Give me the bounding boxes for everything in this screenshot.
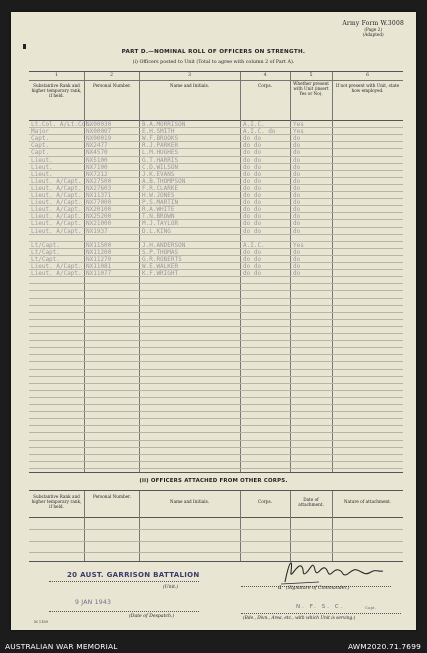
table-cell: F.R.CLARKE <box>142 184 179 192</box>
column-number: 4 <box>263 73 267 78</box>
table-cell: Capt. <box>31 135 50 143</box>
column-divider <box>84 491 85 561</box>
header-corps: Corps. <box>258 83 272 88</box>
table-cell: Lt/Capt. <box>31 248 60 256</box>
table-cell: do <box>293 227 301 235</box>
table-cell: do do <box>243 227 262 235</box>
table-cell: NX21000 <box>86 220 112 228</box>
caption-bar <box>0 639 427 653</box>
table-cell: NX11500 <box>86 241 112 249</box>
table-cell: NX11081 <box>86 263 112 270</box>
table-cell: Yes <box>293 121 304 128</box>
header-personal-number: Personal Number. <box>92 494 131 499</box>
table-cell: Lieut. A/Capt. <box>31 206 82 214</box>
table-cell: Major <box>31 128 50 136</box>
table-cell: A.B.THOMPSON <box>142 177 186 185</box>
row-rule <box>29 333 403 334</box>
table-cell: T.N.BROWN <box>142 213 175 221</box>
header-date-attachment: Date of attachment. <box>298 497 324 508</box>
table-cell: Lieut. A/Capt. <box>31 220 82 228</box>
form-number: M 1169 <box>34 620 48 624</box>
table-cell: do do <box>243 220 262 228</box>
table-cell: E.H.SMITH <box>142 128 175 136</box>
table-cell: Lieut. A/Capt. <box>31 270 82 278</box>
table-cell: Lieut. A/Capt. <box>31 213 82 221</box>
row-rule <box>29 454 403 455</box>
table-cell: M.J.TAYLOR <box>142 220 179 228</box>
table-cell: Lieut. A/Capt. <box>31 192 82 199</box>
row-rule <box>29 361 403 362</box>
form-sheet <box>11 12 416 630</box>
table-cell: S.P.THOMAS <box>142 248 179 256</box>
row-rule <box>29 340 403 341</box>
table-cell: Lieut. A/Capt. <box>31 184 82 192</box>
table-cell: Lt/Capt. <box>31 241 60 249</box>
table-cell: do do <box>243 163 262 171</box>
table-cell: NX7212 <box>86 170 108 178</box>
row-rule <box>29 369 403 370</box>
table-cell: do do <box>243 206 262 214</box>
form-reference <box>342 20 404 37</box>
column-divider <box>240 491 241 561</box>
form-adapted: (Adapted) <box>362 32 384 37</box>
nrc-stamp: N. F. S. C. <box>296 604 345 610</box>
row-rule <box>29 312 403 313</box>
table-cell: P.S.MARTIN <box>142 199 179 207</box>
table-cell: do do <box>243 192 262 199</box>
header-nature-attachment: Nature of attachment. <box>343 499 392 504</box>
row-rule <box>29 319 403 320</box>
table-cell: do do <box>243 170 262 178</box>
header-personal-number: Personal Number. <box>92 83 131 88</box>
column-number: 2 <box>110 73 113 78</box>
row-rule <box>29 390 403 391</box>
table-cell: NX27500 <box>86 177 112 185</box>
form-page: (Page 2) <box>364 27 382 32</box>
table-cell: do <box>293 248 301 256</box>
caption-left: AUSTRALIAN WAR MEMORIAL <box>5 642 118 651</box>
row-rule <box>29 397 403 398</box>
caption-right: AWM2020.71.7699 <box>347 642 421 651</box>
table-cell: NX11270 <box>86 255 112 263</box>
table-cell: B.A.MORRISON <box>142 121 186 128</box>
table-cell: W.E.WALKER <box>142 263 179 270</box>
row-rule <box>29 376 403 377</box>
row-rule <box>29 541 403 542</box>
row-rule <box>29 425 403 426</box>
part-subheading: (i) Officers posted to Unit (Total to agree with column 2 of Part A). <box>132 60 295 65</box>
nrc-capt: Capt. <box>365 605 376 610</box>
table-cell: NX00030 <box>86 121 112 128</box>
officers-table <box>29 71 403 473</box>
table-cell: Capt. <box>31 149 50 157</box>
row-rule <box>29 283 403 284</box>
table-cell: L.M.HUGHES <box>142 149 179 157</box>
table-cell: Lieut. A/Capt. <box>31 199 82 207</box>
table-cell: do do <box>243 156 262 164</box>
table-cell: NX20100 <box>86 206 112 214</box>
signature-prefix: a <box>278 584 282 591</box>
table-cell: H.W.JONES <box>142 192 175 199</box>
table-cell: Yes <box>293 128 304 136</box>
unit-line <box>49 581 199 582</box>
table-cell: do do <box>243 177 262 185</box>
despatch-line <box>49 611 199 612</box>
row-rule <box>29 404 403 405</box>
table-cell: do do <box>243 248 262 256</box>
column-number: 3 <box>188 73 191 78</box>
table-cell: do <box>293 135 301 143</box>
table-cell: J.K.EVANS <box>142 170 175 178</box>
table-cell: W.F.BROOKS <box>142 135 179 143</box>
table-cell: do <box>293 255 301 263</box>
table-cell: Lieut. A/Capt. <box>31 263 82 270</box>
section2-heading: (ii) OFFICERS ATTACHED FROM OTHER CORPS. <box>139 478 288 484</box>
table-cell: G.T.HARRIS <box>142 156 179 164</box>
signature-label: (Signature of Commander.) <box>286 586 350 591</box>
row-rule <box>29 461 403 462</box>
row-rule <box>29 298 403 299</box>
row-rule <box>29 354 403 355</box>
formation-line <box>241 613 401 614</box>
table-cell: do do <box>243 149 262 157</box>
table-cell: NX2477 <box>86 142 108 150</box>
table-cell: do <box>293 206 301 214</box>
table-cell: G.R.ROBERTS <box>142 255 182 263</box>
table-cell: J.H.ANDERSON <box>142 241 186 249</box>
column-number: 5 <box>309 73 313 78</box>
table-cell: A.I.C. do <box>243 128 276 136</box>
table-cell: D.L.KING <box>142 227 171 235</box>
table-cell: do <box>293 220 301 228</box>
commander-signature <box>279 552 389 586</box>
table-cell: NX4570 <box>86 149 108 157</box>
table-cell: do do <box>243 255 262 263</box>
table-cell: do <box>293 199 301 207</box>
header-rank: Substantive Rank and higher temporary rank, if held. <box>31 83 82 99</box>
row-rule <box>29 411 403 412</box>
table-cell: C.D.WILSON <box>142 163 179 171</box>
unit-stamp: 20 AUST. GARRISON BATTALION <box>67 571 200 579</box>
table-cell: R.A.WHITE <box>142 206 175 214</box>
column-divider <box>139 491 140 561</box>
despatch-date-stamp: 9 JAN 1943 <box>75 599 112 606</box>
formation-label: (Bde., Divn., Area, etc., with which Unit is serving.) <box>243 616 356 621</box>
column-number: 6 <box>366 73 369 78</box>
table-cell: do <box>293 263 301 270</box>
header-present: Whether present with Unit (insert Yes or No). <box>293 81 329 97</box>
despatch-label: (Date of Despatch.) <box>129 614 175 619</box>
table-cell: NX00019 <box>86 135 112 143</box>
table-cell: NX7100 <box>86 163 108 171</box>
table-cell: Capt. <box>31 142 50 150</box>
header-corps: Corps. <box>258 499 272 504</box>
table-cell: do <box>293 149 301 157</box>
table-cell: do do <box>243 270 262 278</box>
table-cell: Lt.Col. A/Lt.Col. <box>31 121 93 128</box>
column-divider <box>290 491 291 561</box>
table-cell: Lt/Capt. <box>31 255 60 263</box>
table-cell: Lieut. <box>31 156 53 164</box>
table-cell: do <box>293 184 301 192</box>
table-cell: do <box>293 142 301 150</box>
table-cell: A.I.C. <box>243 241 265 249</box>
header-rank: Substantive Rank and higher temporary rank, if held. <box>31 494 82 510</box>
table-cell: do <box>293 270 301 278</box>
table-cell: K.F.WRIGHT <box>142 270 179 278</box>
row-rule <box>29 290 403 291</box>
table-cell: Lieut. <box>31 163 53 171</box>
table-cell: NX5100 <box>86 156 108 164</box>
row-rule <box>29 383 403 384</box>
table-cell: do <box>293 213 301 221</box>
table-cell: do do <box>243 199 262 207</box>
table-cell: do <box>293 163 301 171</box>
table-cell: Yes <box>293 241 304 249</box>
table-cell: do do <box>243 263 262 270</box>
table-cell: NX27603 <box>86 184 112 192</box>
row-rule <box>29 418 403 419</box>
table-cell: R.J.PARKER <box>142 142 179 150</box>
row-rule <box>29 447 403 448</box>
row-rule <box>29 432 403 433</box>
table-cell: do <box>293 170 301 178</box>
table-cell: NX11371 <box>86 192 112 199</box>
header-name: Name and Initials. <box>169 83 210 88</box>
table-cell: A.I.C. <box>243 121 265 128</box>
table-cell: NX00007 <box>86 128 112 136</box>
table-cell: do <box>293 156 301 164</box>
form-title: Army Form W.3008 <box>342 20 404 27</box>
table-cell: NX77000 <box>86 199 112 207</box>
part-heading: PART D.—NOMINAL ROLL OF OFFICERS ON STRENGTH. <box>121 49 306 55</box>
header-name: Name and Initials. <box>169 499 210 504</box>
attached-column-headers <box>29 491 403 518</box>
column-divider <box>332 491 333 561</box>
row-rule <box>29 529 403 530</box>
row-rule <box>29 347 403 348</box>
table-cell: do do <box>243 213 262 221</box>
table-cell: NX11200 <box>86 248 112 256</box>
table-cell: Lieut. <box>31 170 53 178</box>
table-cell: Lieut. A/Capt. <box>31 177 82 185</box>
table-cell: NX11077 <box>86 270 112 278</box>
column-number: 1 <box>55 73 58 78</box>
row-rule <box>29 326 403 327</box>
table-cell: Lieut. A/Capt. <box>31 227 82 235</box>
column-headers <box>29 80 403 121</box>
table-cell: NX1937 <box>86 227 108 235</box>
table-cell: do <box>293 192 301 199</box>
unit-label: (Unit.) <box>163 585 179 590</box>
table-cell: NX25200 <box>86 213 112 221</box>
table-cell: do do <box>243 135 262 143</box>
header-employment: If not present with Unit, state how employed. <box>335 83 400 94</box>
table-cell: do do <box>243 184 262 192</box>
row-rule <box>29 468 403 469</box>
row-rule <box>29 305 403 306</box>
table-cell: do do <box>243 142 262 150</box>
table-cell: do <box>293 177 301 185</box>
row-rule <box>29 440 403 441</box>
